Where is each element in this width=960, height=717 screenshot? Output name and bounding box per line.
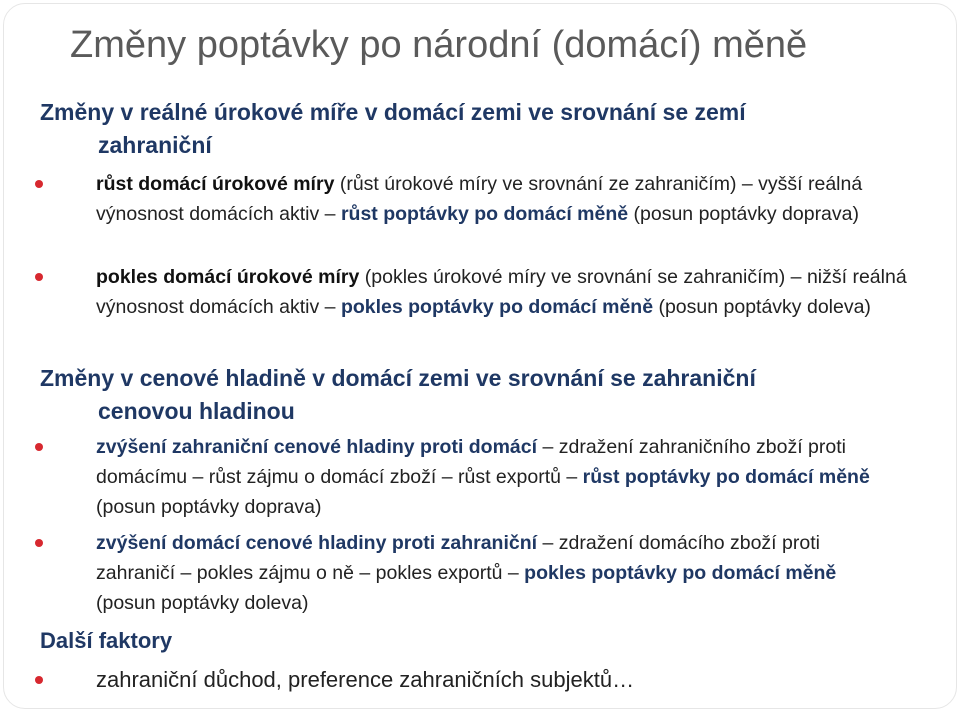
bullet-text: (pokles úrokové míry ve srovnání se zahraničím) – nižší reálná výnosnost domácích aktiv –: [96, 266, 907, 318]
bullet-bold-lead: růst domácí úrokové míry: [96, 173, 335, 195]
bullet-text-tail: (posun poptávky doleva): [653, 296, 871, 318]
bullet-dot-icon: [35, 539, 43, 547]
bullet-item: [96, 169, 906, 229]
bullet-bold-result: pokles poptávky po domácí měně: [340, 296, 654, 318]
section-heading-other-factors: Další faktory: [40, 628, 173, 653]
bullet-item: [96, 432, 916, 522]
bullet-item: [96, 262, 916, 322]
bullet-dot-icon: [35, 443, 43, 451]
bullet-bold-lead: zvýšení zahraniční cenové hladiny proti domácí: [96, 436, 538, 458]
heading-line-continuation: zahraniční: [98, 132, 212, 158]
bullet-dot-icon: [35, 180, 43, 188]
bullet-bold-lead: pokles domácí úrokové míry: [96, 266, 360, 288]
bullet-text: (růst úrokové míry ve srovnání ze zahraničím) – vyšší reálná výnosnost domácích aktiv –: [96, 173, 863, 225]
bullet-bold-result: růst poptávky po domácí měně: [340, 203, 629, 225]
section-heading-interest-rate: [40, 96, 920, 162]
bullet-text-tail: (posun poptávky doleva): [96, 592, 309, 614]
bullet-text: – zdražení domácího zboží proti zahraničí – pokles zájmu o ně – pokles exportů –: [96, 532, 820, 584]
bullet-item: [96, 528, 896, 618]
bullet-item: [96, 664, 916, 696]
bullet-text-tail: (posun poptávky doprava): [628, 203, 859, 225]
bullet-dot-icon: [35, 676, 43, 684]
slide-title: Změny poptávky po národní (domácí) měně: [70, 24, 808, 66]
bullet-text: zahraniční důchod, preference zahraničních subjektů…: [96, 667, 635, 692]
heading-line: Změny v reálné úrokové míře v domácí zemi ve srovnání se zemí: [40, 99, 746, 125]
bullet-bold-result: pokles poptávky po domácí měně: [524, 562, 837, 584]
bullet-dot-icon: [35, 273, 43, 281]
bullet-text-tail: (posun poptávky doprava): [96, 496, 322, 518]
heading-line: Změny v cenové hladině v domácí zemi ve srovnání se zahraniční: [40, 365, 756, 391]
bullet-text: – zdražení zahraničního zboží proti domácímu – růst zájmu o domácí zboží – růst exportů –: [96, 436, 846, 488]
slide: [3, 3, 957, 709]
bullet-bold-lead: zvýšení domácí cenové hladiny proti zahraniční: [96, 532, 538, 554]
section-heading-price-level: [40, 362, 920, 428]
heading-line-continuation: cenovou hladinou: [98, 398, 295, 424]
bullet-bold-result: růst poptávky po domácí měně: [582, 466, 870, 488]
